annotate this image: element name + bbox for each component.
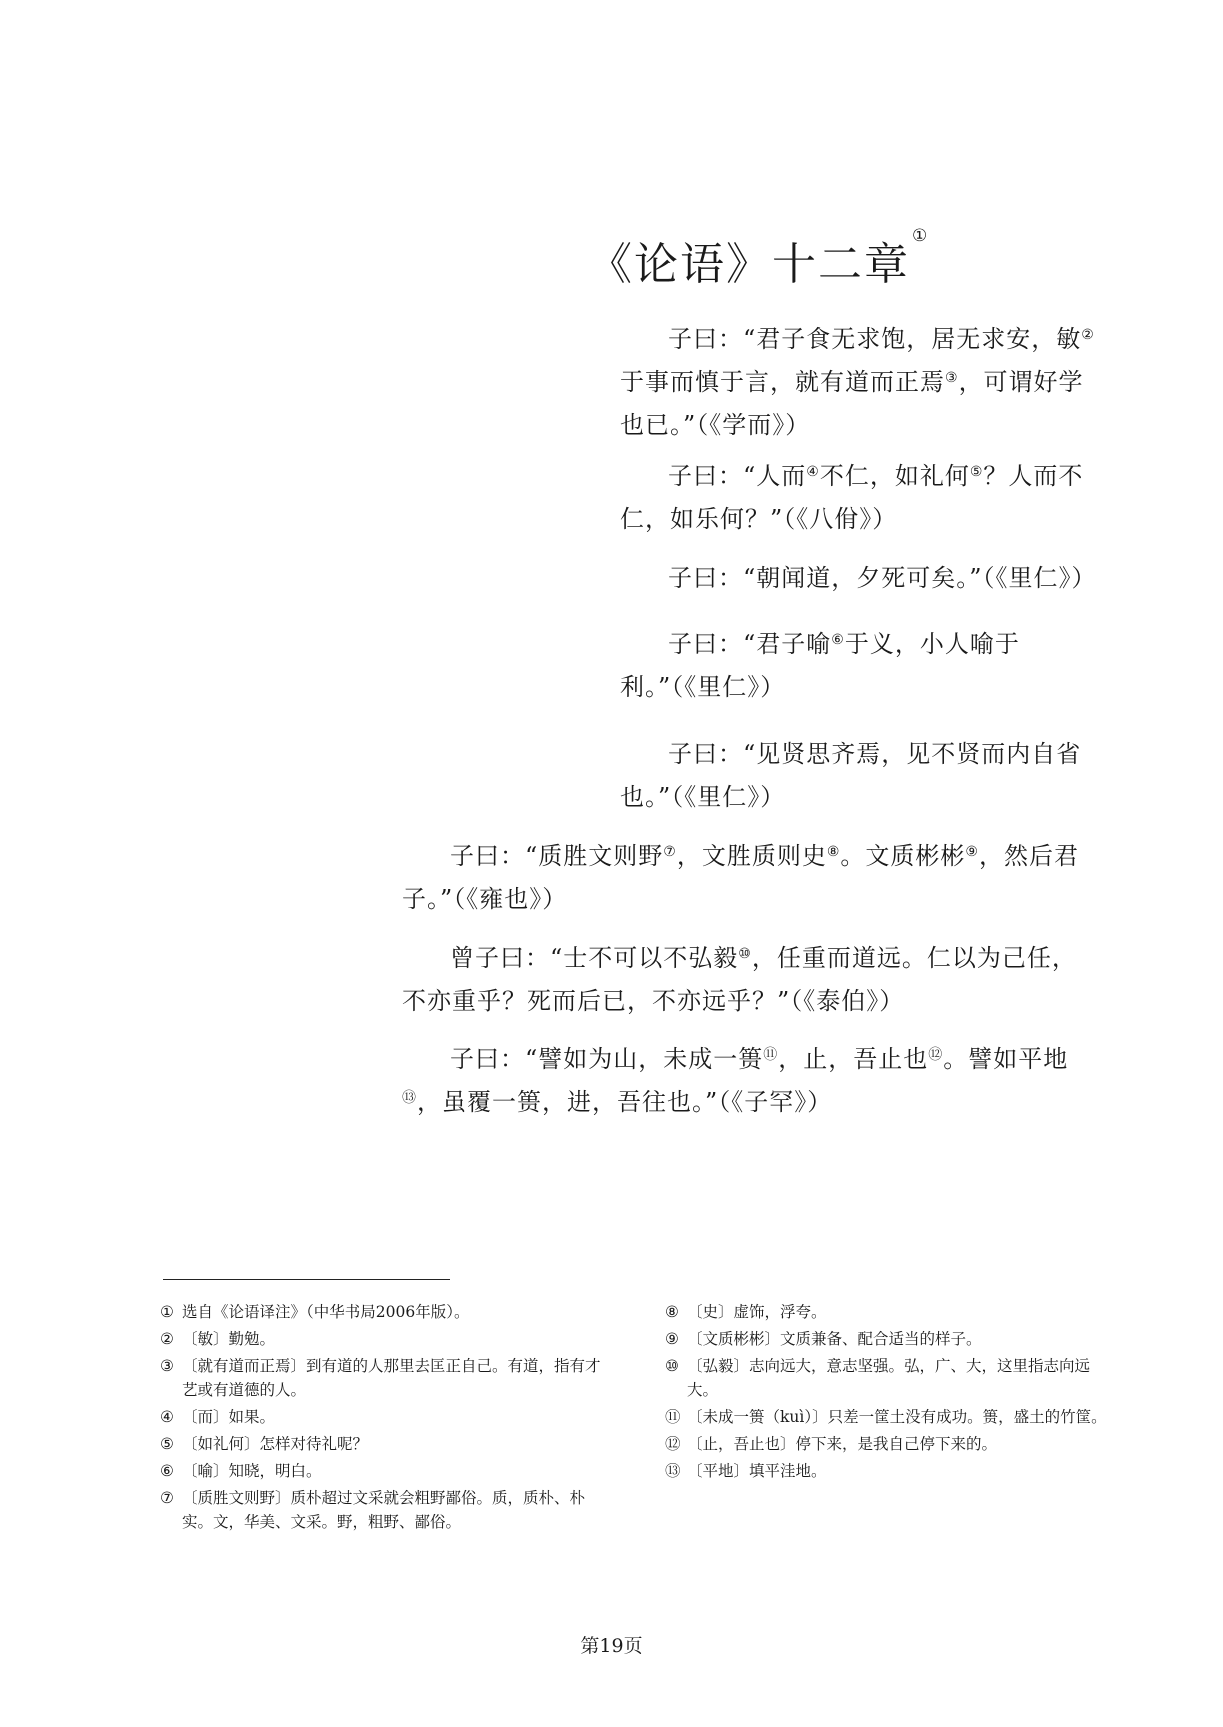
footnote-mark: ⑦ [663, 844, 677, 860]
title-footnote-mark: ① [912, 226, 930, 246]
footnote-number: ⑫ [665, 1435, 681, 1453]
footnote-number: ④ [160, 1408, 174, 1426]
passage [620, 623, 1100, 709]
footnote [160, 1405, 610, 1429]
footnote-number: ⑦ [160, 1489, 174, 1507]
footnote-number: ① [160, 1303, 174, 1321]
footnote-text: 〔平地〕填平洼地。 [687, 1462, 827, 1480]
footnote [665, 1432, 1110, 1456]
footnote-text: 〔史〕虚饰，浮夸。 [687, 1303, 827, 1321]
footnote-number: ⑩ [665, 1357, 679, 1375]
footnote-number: ⑪ [665, 1408, 681, 1426]
passage [402, 1038, 1100, 1124]
footnote-text: 〔未成一篑（kuì）〕只差一筐土没有成功。篑，盛土的竹筐。 [687, 1408, 1107, 1426]
footnote-text: 选自《论语译注》（中华书局2006年版）。 [182, 1303, 470, 1321]
footnote [665, 1459, 1110, 1483]
chapter-title [588, 228, 929, 292]
passage-text: ，任重而道远。仁以为己任，不亦重乎？死而后已，不亦远乎？”（《泰伯》） [402, 944, 1077, 1015]
passage-text: 子曰：“君子食无求饱，居无求安，敏 [668, 325, 1082, 353]
footnote-text: 〔文质彬彬〕文质兼备、配合适当的样子。 [687, 1330, 982, 1348]
footnote-number: ⑬ [665, 1462, 681, 1480]
footnote-number: ③ [160, 1357, 174, 1375]
footnote [665, 1327, 1110, 1351]
passage-text: 子曰：“朝闻道，夕死可矣。”（《里仁》） [668, 564, 1097, 592]
footnote-text: 〔敏〕勤勉。 [182, 1330, 276, 1348]
footnote-number: ⑨ [665, 1330, 679, 1348]
passage-text: ？人而不仁，如乐何？”（《八佾》） [620, 462, 1084, 533]
footnote-text: 〔质胜文则野〕质朴超过文采就会粗野鄙俗。质，质朴、朴实。文，华美、文采。野，粗野、鄙俗。 [182, 1489, 586, 1531]
footnote-mark: ⑩ [738, 946, 752, 962]
footnote-text: 〔止，吾止也〕停下来，是我自己停下来的。 [687, 1435, 998, 1453]
passage-text: 子曰：“见贤思齐焉，见不贤而内自省也。”（《里仁》） [620, 740, 1082, 811]
passage [402, 937, 1100, 1023]
footnote-mark: ⑤ [969, 464, 984, 480]
passage-text: 。譬如平地 [943, 1045, 1069, 1073]
footnote-mark: ⑨ [965, 844, 979, 860]
footnote [665, 1300, 1110, 1324]
passage-text: 不仁，如礼何 [819, 462, 970, 490]
passage-text: ，虽覆一篑，进，吾往也。”（《子罕》） [417, 1088, 833, 1116]
footnote-text: 〔喻〕知晓，明白。 [182, 1462, 322, 1480]
passage [620, 733, 1100, 819]
footnote-text: 〔而〕如果。 [182, 1408, 276, 1426]
footnotes-right [665, 1300, 1110, 1486]
passage [620, 455, 1100, 541]
passage-text: 于事而慎于言，就有道而正焉 [620, 368, 945, 396]
footnote [160, 1327, 610, 1351]
footnote-divider [163, 1279, 450, 1280]
chapter-title-text: 《论语》十二章 [588, 239, 910, 290]
passage-text: 子曰：“人而 [668, 462, 807, 490]
footnote-text: 〔如礼何〕怎样对待礼呢？ [182, 1435, 369, 1453]
page-number: 第19页 [580, 1635, 643, 1657]
passage [402, 835, 1100, 921]
passage-text: 曾子曰：“士不可以不弘毅 [450, 944, 739, 972]
footnote-mark: ③ [945, 370, 959, 386]
footnote-mark: ⑬ [402, 1090, 417, 1106]
footnote [160, 1432, 610, 1456]
footnote [160, 1459, 610, 1483]
footnote-number: ⑧ [665, 1303, 679, 1321]
footnote [160, 1354, 610, 1402]
footnote-mark: ⑧ [826, 844, 841, 860]
footnote [160, 1486, 610, 1534]
footnote-mark: ⑥ [831, 632, 845, 648]
footnote-mark: ⑫ [928, 1047, 944, 1063]
footnote-number: ⑥ [160, 1462, 174, 1480]
passage-text: 。文质彬彬 [840, 842, 966, 870]
footnote-mark: ⑪ [763, 1047, 779, 1063]
footnote-text: 〔弘毅〕志向远大，意志坚强。弘，广、大，这里指志向远大。 [687, 1357, 1091, 1399]
passage-text: ，文胜质则史 [676, 842, 827, 870]
footnotes-left [160, 1300, 610, 1537]
footnote [160, 1300, 610, 1324]
passage-text: 子曰：“质胜文则野 [450, 842, 664, 870]
footnote [665, 1354, 1110, 1402]
footnote-mark: ② [1081, 327, 1095, 343]
passage [620, 557, 1100, 600]
passage-text: ，止，吾止也 [778, 1045, 929, 1073]
passage-text: 子曰：“君子喻 [668, 630, 832, 658]
passage-text: 子曰：“譬如为山，未成一篑 [450, 1045, 764, 1073]
passage-text: ，然后君子。”（《雍也》） [402, 842, 1079, 913]
footnote-mark: ④ [806, 464, 820, 480]
footnote-number: ② [160, 1330, 174, 1348]
footnote-text: 〔就有道而正焉〕到有道的人那里去匡正自己。有道，指有才艺或有道德的人。 [182, 1357, 601, 1399]
footnote-number: ⑤ [160, 1435, 174, 1453]
passage-text: 于义，小人喻于利。”（《里仁》） [620, 630, 1020, 701]
passage-text: ，可谓好学也已。”（《学而》） [620, 368, 1084, 439]
footnote [665, 1405, 1110, 1429]
passage [620, 318, 1100, 447]
